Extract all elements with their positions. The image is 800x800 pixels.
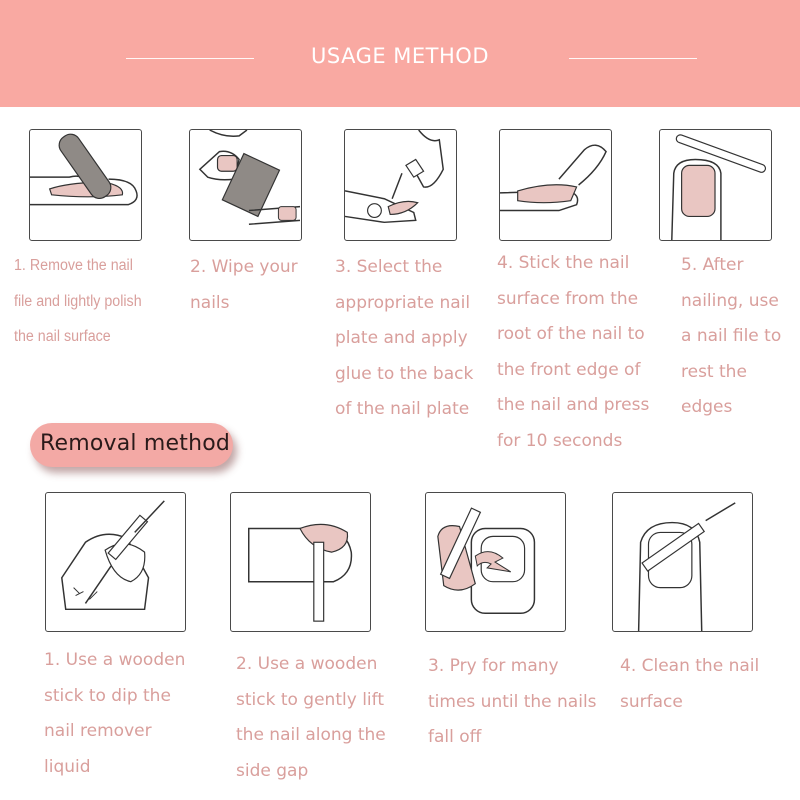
removal-step-4-card bbox=[612, 492, 753, 632]
nail-file-polish-icon bbox=[30, 130, 141, 240]
header-divider-right bbox=[569, 58, 697, 59]
dip-remover-icon bbox=[46, 493, 185, 631]
usage-step-4-card bbox=[499, 129, 612, 241]
pry-nail-icon bbox=[426, 493, 565, 631]
removal-step-4-text: 4. Clean the nail surface bbox=[620, 656, 760, 712]
wipe-nail-icon bbox=[190, 130, 301, 240]
page-title: USAGE METHOD bbox=[310, 44, 489, 68]
header-banner bbox=[0, 0, 800, 107]
usage-step-2-text: 2. Wipe your nails bbox=[190, 257, 298, 313]
lift-nail-icon bbox=[231, 493, 370, 631]
usage-step-3-card bbox=[344, 129, 457, 241]
usage-step-4-text: 4. Stick the nail surface from the root of the nail to the front edge of the nail and press for 10 seconds bbox=[497, 253, 650, 451]
usage-step-5-text: 5. After nailing, use a nail file to rest the edges bbox=[681, 255, 782, 417]
removal-step-2-card bbox=[230, 492, 371, 632]
usage-step-5-card bbox=[659, 129, 772, 241]
clean-nail-icon bbox=[613, 493, 752, 631]
removal-step-1-card bbox=[45, 492, 186, 632]
usage-step-1-text: 1. Remove the nail file and lightly polish the nail surface bbox=[14, 257, 142, 345]
usage-step-3-text: 3. Select the appropriate nail plate and apply glue to the back of the nail plate bbox=[335, 257, 474, 419]
stick-nail-icon bbox=[500, 130, 611, 240]
removal-method-badge bbox=[30, 423, 233, 467]
removal-step-3-text: 3. Pry for many times until the nails fall off bbox=[428, 656, 597, 747]
removal-step-3-card bbox=[425, 492, 566, 632]
usage-step-2-card bbox=[189, 129, 302, 241]
removal-step-1-text: 1. Use a wooden stick to dip the nail remover liquid bbox=[44, 650, 186, 777]
usage-step-1-card bbox=[29, 129, 142, 241]
file-edges-icon bbox=[660, 130, 771, 240]
apply-glue-icon bbox=[345, 130, 456, 240]
removal-step-2-text: 2. Use a wooden stick to gently lift the nail along the side gap bbox=[236, 654, 386, 781]
removal-method-title: Removal method bbox=[40, 431, 231, 456]
